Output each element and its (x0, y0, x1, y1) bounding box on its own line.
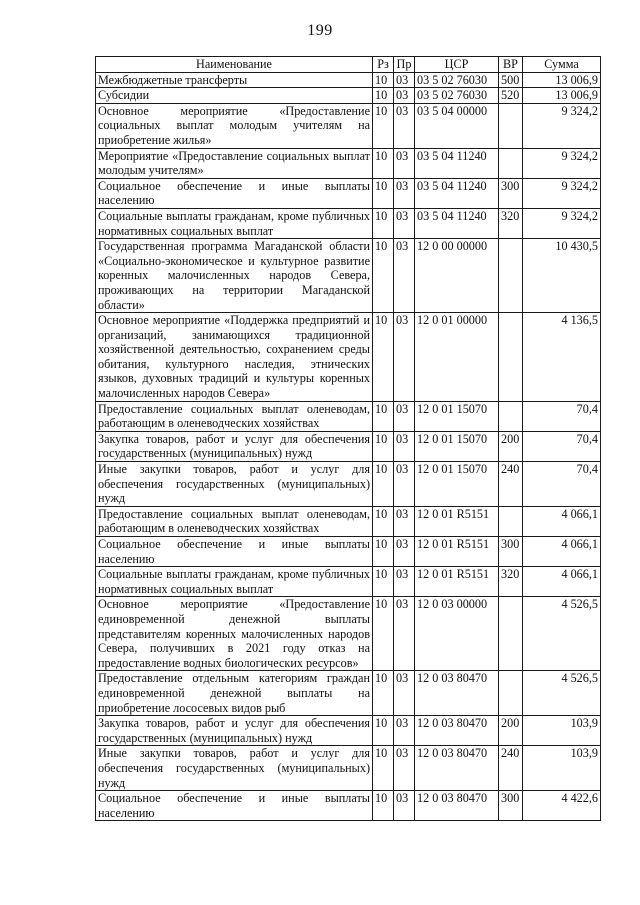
row-rz: 10 (373, 208, 394, 238)
row-pr: 03 (394, 313, 415, 402)
row-pr: 03 (394, 401, 415, 431)
row-pr: 03 (394, 239, 415, 313)
row-sum: 13 006,9 (523, 72, 601, 88)
row-vr (499, 239, 523, 313)
row-csr: 03 5 02 76030 (415, 88, 499, 104)
row-sum: 103,9 (523, 746, 601, 791)
row-name: Государственная программа Магаданской области «Социально-экономическое и культурное развитие коренных малочисленных народов Севера, проживающих на территории Магаданской области» (96, 239, 373, 313)
header-name: Наименование (96, 57, 373, 73)
header-pr: Пр (394, 57, 415, 73)
row-sum: 4 526,5 (523, 671, 601, 716)
row-name: Субсидии (96, 88, 373, 104)
row-rz: 10 (373, 431, 394, 461)
row-pr: 03 (394, 431, 415, 461)
row-sum: 4 066,1 (523, 567, 601, 597)
budget-table (95, 56, 601, 821)
row-vr (499, 313, 523, 402)
row-name: Иные закупки товаров, работ и услуг для обеспечения государственных (муниципальных) нужд (96, 746, 373, 791)
row-sum: 9 324,2 (523, 208, 601, 238)
table-row (96, 239, 601, 313)
row-vr: 200 (499, 431, 523, 461)
row-csr: 12 0 01 R5151 (415, 506, 499, 536)
row-sum: 4 526,5 (523, 597, 601, 671)
row-csr: 12 0 03 80470 (415, 671, 499, 716)
row-vr: 240 (499, 462, 523, 507)
row-name: Предоставление социальных выплат оленеводам, работающим в оленеводческих хозяйствах (96, 506, 373, 536)
row-vr (499, 401, 523, 431)
row-rz: 10 (373, 401, 394, 431)
table-row (96, 716, 601, 746)
row-sum: 13 006,9 (523, 88, 601, 104)
row-rz: 10 (373, 178, 394, 208)
table-row (96, 72, 601, 88)
table-row (96, 671, 601, 716)
row-csr: 12 0 01 R5151 (415, 537, 499, 567)
table-header (96, 57, 601, 73)
row-rz: 10 (373, 791, 394, 821)
row-csr: 12 0 03 80470 (415, 746, 499, 791)
table-row (96, 178, 601, 208)
table-row (96, 567, 601, 597)
row-pr: 03 (394, 72, 415, 88)
row-name: Социальное обеспечение и иные выплаты населению (96, 791, 373, 821)
row-rz: 10 (373, 597, 394, 671)
row-sum: 4 422,6 (523, 791, 601, 821)
row-csr: 12 0 03 00000 (415, 597, 499, 671)
row-csr: 03 5 02 76030 (415, 72, 499, 88)
row-csr: 12 0 01 R5151 (415, 567, 499, 597)
row-csr: 03 5 04 11240 (415, 178, 499, 208)
row-name: Мероприятие «Предоставление социальных выплат молодым учителям» (96, 148, 373, 178)
row-rz: 10 (373, 537, 394, 567)
header-sum: Сумма (523, 57, 601, 73)
row-csr: 12 0 01 00000 (415, 313, 499, 402)
row-vr (499, 103, 523, 148)
row-sum: 4 066,1 (523, 506, 601, 536)
row-name: Предоставление отдельным категориям граждан единовременной денежной выплаты на приобретение лососевых видов рыб (96, 671, 373, 716)
table-body (96, 72, 601, 821)
row-rz: 10 (373, 746, 394, 791)
row-sum: 9 324,2 (523, 178, 601, 208)
row-pr: 03 (394, 791, 415, 821)
table-row (96, 148, 601, 178)
row-rz: 10 (373, 239, 394, 313)
row-vr: 240 (499, 746, 523, 791)
row-vr: 200 (499, 716, 523, 746)
table-row (96, 791, 601, 821)
row-vr: 320 (499, 208, 523, 238)
row-rz: 10 (373, 313, 394, 402)
row-pr: 03 (394, 567, 415, 597)
row-csr: 03 5 04 00000 (415, 103, 499, 148)
table-row (96, 431, 601, 461)
row-csr: 12 0 01 15070 (415, 401, 499, 431)
row-name: Социальные выплаты гражданам, кроме публичных нормативных социальных выплат (96, 567, 373, 597)
row-name: Предоставление социальных выплат оленеводам, работающим в оленеводческих хозяйствах (96, 401, 373, 431)
table-row (96, 506, 601, 536)
row-pr: 03 (394, 716, 415, 746)
table-row (96, 746, 601, 791)
row-pr: 03 (394, 103, 415, 148)
row-csr: 03 5 04 11240 (415, 148, 499, 178)
row-pr: 03 (394, 537, 415, 567)
table-row (96, 537, 601, 567)
row-sum: 70,4 (523, 462, 601, 507)
header-vr: ВР (499, 57, 523, 73)
row-name: Социальное обеспечение и иные выплаты населению (96, 537, 373, 567)
row-pr: 03 (394, 88, 415, 104)
row-csr: 12 0 01 15070 (415, 431, 499, 461)
header-rz: Рз (373, 57, 394, 73)
row-rz: 10 (373, 671, 394, 716)
table-row (96, 597, 601, 671)
row-name: Основное мероприятие «Поддержка предприятий и организаций, занимающихся традиционной хозяйственной деятельностью, сохранением среды обитания, культурного наследия, этнических языков, духовных традиций и культуры коренных малочисленных народов Севера» (96, 313, 373, 402)
row-rz: 10 (373, 567, 394, 597)
row-pr: 03 (394, 178, 415, 208)
row-name: Социальное обеспечение и иные выплаты населению (96, 178, 373, 208)
row-csr: 12 0 01 15070 (415, 462, 499, 507)
row-pr: 03 (394, 462, 415, 507)
table-row (96, 313, 601, 402)
row-vr: 320 (499, 567, 523, 597)
row-rz: 10 (373, 506, 394, 536)
row-sum: 10 430,5 (523, 239, 601, 313)
row-sum: 4 136,5 (523, 313, 601, 402)
row-vr (499, 597, 523, 671)
row-vr: 520 (499, 88, 523, 104)
row-sum: 70,4 (523, 401, 601, 431)
row-name: Межбюджетные трансферты (96, 72, 373, 88)
row-sum: 70,4 (523, 431, 601, 461)
row-sum: 4 066,1 (523, 537, 601, 567)
row-vr (499, 148, 523, 178)
row-pr: 03 (394, 506, 415, 536)
row-rz: 10 (373, 103, 394, 148)
row-name: Основное мероприятие «Предоставление социальных выплат молодым учителям на приобретение жилья» (96, 103, 373, 148)
header-csr: ЦСР (415, 57, 499, 73)
row-sum: 9 324,2 (523, 103, 601, 148)
table-row (96, 88, 601, 104)
row-rz: 10 (373, 716, 394, 746)
row-sum: 9 324,2 (523, 148, 601, 178)
row-name: Закупка товаров, работ и услуг для обеспечения государственных (муниципальных) нужд (96, 431, 373, 461)
row-csr: 03 5 04 11240 (415, 208, 499, 238)
table-row (96, 462, 601, 507)
row-pr: 03 (394, 208, 415, 238)
row-vr: 500 (499, 72, 523, 88)
row-pr: 03 (394, 671, 415, 716)
row-vr: 300 (499, 537, 523, 567)
row-rz: 10 (373, 72, 394, 88)
table-row (96, 401, 601, 431)
row-pr: 03 (394, 148, 415, 178)
row-csr: 12 0 03 80470 (415, 716, 499, 746)
row-vr (499, 506, 523, 536)
row-rz: 10 (373, 148, 394, 178)
row-name: Основное мероприятие «Предоставление единовременной денежной выплаты представителям коренных малочисленных народов Севера, получивших в 2021 году отказ на предоставление водных биологических ресурсов» (96, 597, 373, 671)
row-rz: 10 (373, 462, 394, 507)
row-sum: 103,9 (523, 716, 601, 746)
row-name: Иные закупки товаров, работ и услуг для обеспечения государственных (муниципальных) нужд (96, 462, 373, 507)
page-number: 199 (307, 22, 333, 39)
row-name: Закупка товаров, работ и услуг для обеспечения государственных (муниципальных) нужд (96, 716, 373, 746)
row-csr: 12 0 00 00000 (415, 239, 499, 313)
row-rz: 10 (373, 88, 394, 104)
row-pr: 03 (394, 597, 415, 671)
row-vr (499, 671, 523, 716)
row-vr: 300 (499, 178, 523, 208)
table-row (96, 208, 601, 238)
row-name: Социальные выплаты гражданам, кроме публичных нормативных социальных выплат (96, 208, 373, 238)
row-pr: 03 (394, 746, 415, 791)
row-csr: 12 0 03 80470 (415, 791, 499, 821)
row-vr: 300 (499, 791, 523, 821)
table-row (96, 103, 601, 148)
